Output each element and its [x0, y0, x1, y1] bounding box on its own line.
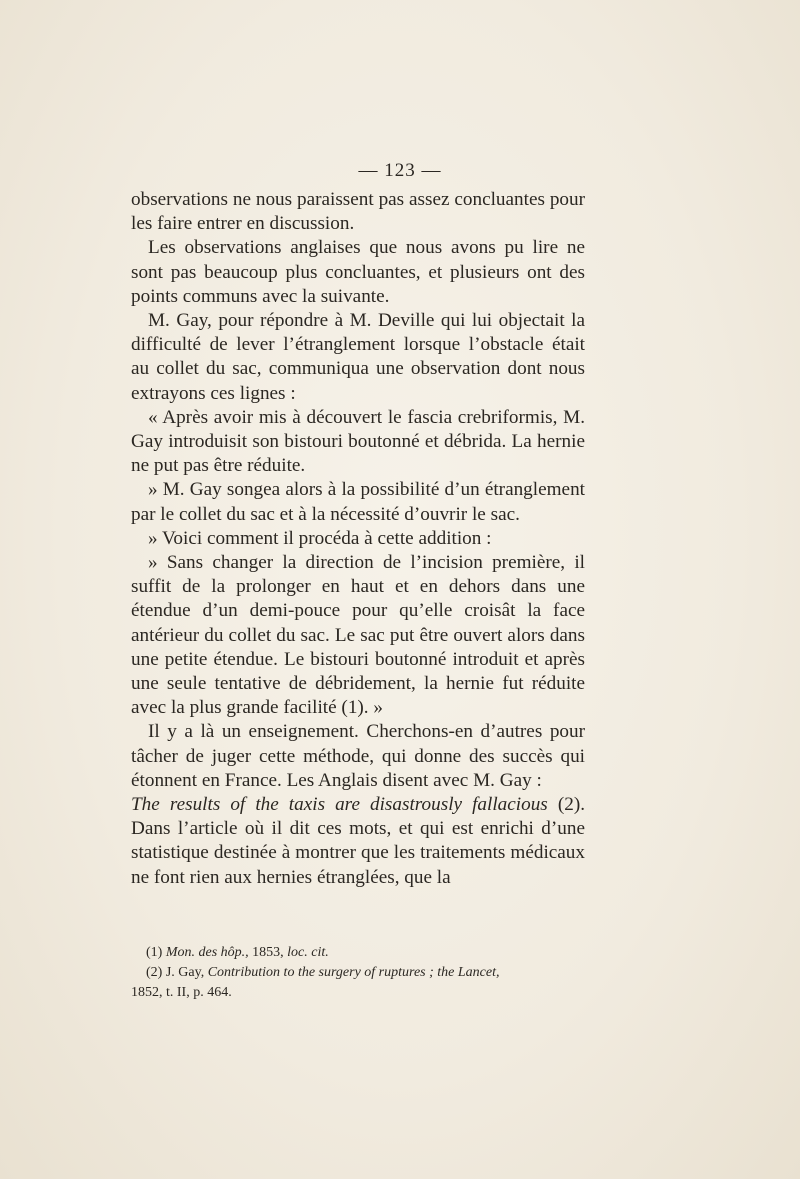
- paragraph: » Voici comment il procéda à cette addition :: [148, 527, 492, 549]
- paragraph: M. Gay, pour répondre à M. Deville qui lui objectait la difficulté de lever l’étranglement lorsque l’obstacle était au collet du sac, communiqua une observation dont nous extrayons ces lignes :: [131, 310, 585, 404]
- paragraph: Les observations anglaises que nous avons pu lire ne sont pas beaucoup plus concluantes, et plusieurs ont des points communs avec la suivante.: [131, 237, 585, 307]
- footnote-italic: Contribution to the surgery of ruptures ; the Lancet,: [207, 965, 500, 980]
- footnote-text: 1853,: [248, 945, 288, 960]
- paragraph: [131, 720, 585, 889]
- body-text: [131, 188, 585, 890]
- footnote-1: [131, 943, 585, 963]
- paragraph-continuation: (2). Dans l’article où il dit ces mots, et qui est enrichi d’une statistique destinée à montrer que les traitements médicaux ne font rien aux hernies étranglées, que la: [131, 794, 585, 888]
- footnote-2-continuation: 1852, t. II, p. 464.: [131, 985, 232, 1000]
- paragraph-text: Il y a là un enseignement. Cherchons-en d’autres pour tâcher de juger cette méthode, qui donne des succès qui étonnent en France. Les Anglais disent avec M. Gay :: [131, 721, 585, 791]
- footnote-2: [131, 963, 585, 983]
- footnote-italic: Mon. des hôp.,: [165, 945, 249, 960]
- footnote-text: J. Gay,: [162, 965, 208, 980]
- footnote-marker: (2): [146, 965, 163, 980]
- footnote-marker: (1): [146, 945, 163, 960]
- page-number: — 123 —: [358, 160, 442, 181]
- paragraph: » M. Gay songea alors à la possibilité d’un étranglement par le collet du sac et à la nécessité d’ouvrir le sac.: [131, 479, 585, 525]
- paragraph: » Sans changer la direction de l’incision première, il suffit de la prolonger en haut et en dehors dans une étendue d’un demi-pouce pour qu’elle croisât la face antérieur du collet du sac. Le sac put être ouvert alors dans une petite étendue. Le bistouri boutonné introduit et après une seule tentative de débridement, la hernie fut réduite avec la plus grande facilité (1). »: [131, 552, 585, 719]
- footnote-italic: loc. cit.: [287, 945, 329, 960]
- paragraph: « Après avoir mis à découvert le fascia crebriformis, M. Gay introduisit son bistouri boutonné et débrida. La hernie ne put pas être réduite.: [131, 406, 585, 477]
- paragraph: observations ne nous paraissent pas assez concluantes pour les faire entrer en discussion.: [131, 189, 585, 235]
- italic-quote: The results of the taxis are disastrously fallacious: [131, 794, 548, 816]
- footnotes: [131, 943, 585, 1003]
